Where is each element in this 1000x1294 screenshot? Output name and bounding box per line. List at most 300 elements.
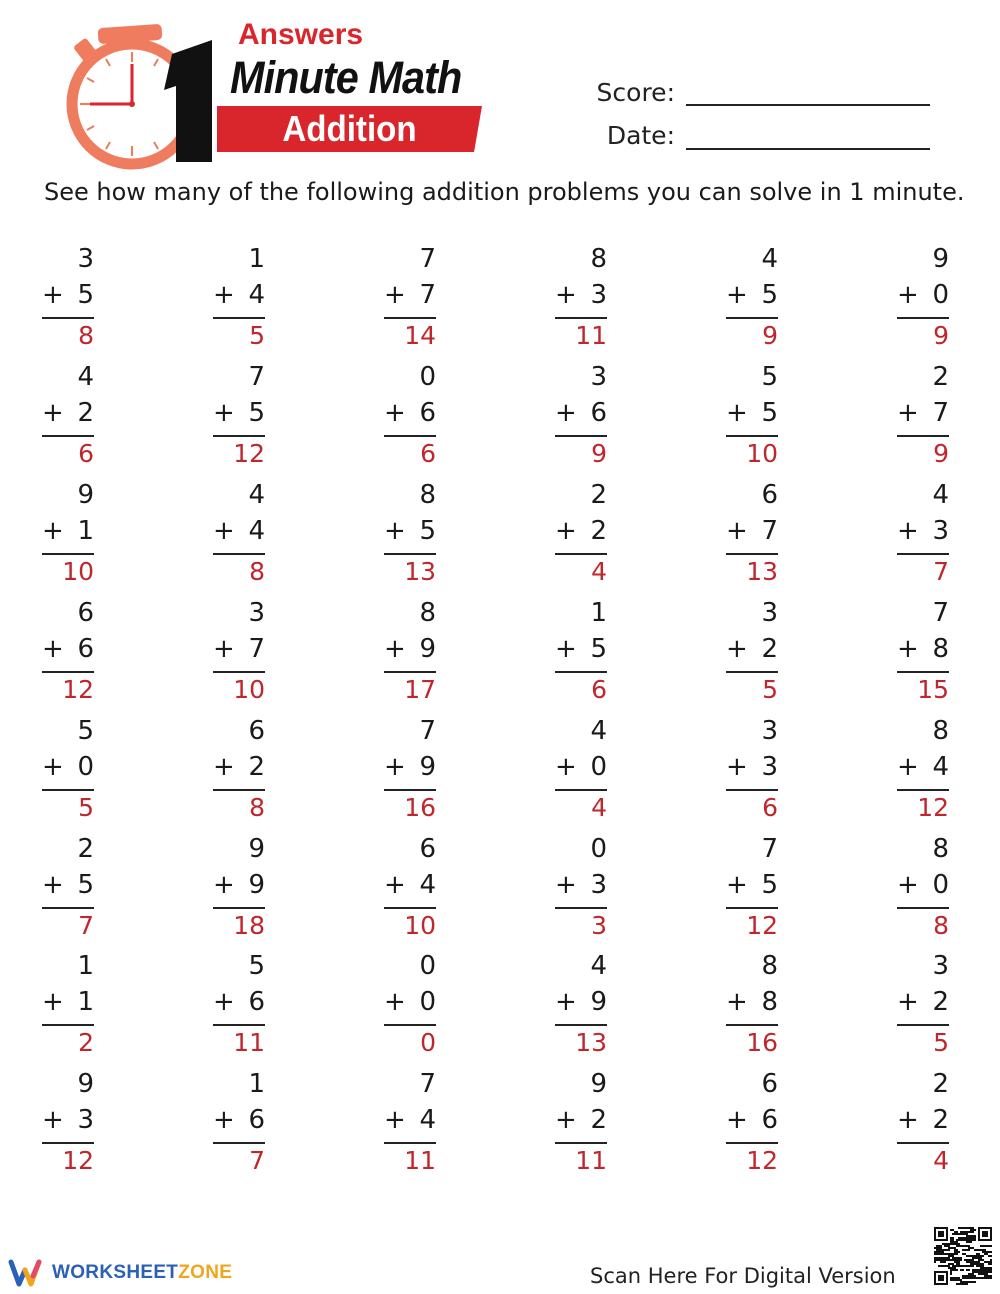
- first-addend: 4: [77, 362, 94, 392]
- first-addend: 7: [419, 244, 436, 274]
- plus-sign: +: [384, 280, 406, 310]
- addition-problem: [726, 716, 778, 826]
- second-addend: 0: [77, 752, 94, 782]
- answer-value: 5: [78, 793, 94, 822]
- second-addend: 0: [590, 752, 607, 782]
- first-addend: 3: [932, 951, 949, 981]
- worksheet-subtitle: Addition: [282, 108, 417, 149]
- stopwatch-icon: [60, 20, 230, 170]
- plus-sign: +: [726, 634, 748, 664]
- plus-sign: +: [42, 398, 64, 428]
- second-addend: 5: [77, 280, 94, 310]
- first-addend: 3: [761, 716, 778, 746]
- first-addend: 8: [932, 834, 949, 864]
- first-addend: 8: [932, 716, 949, 746]
- brand-name-part2: ZONE: [178, 1262, 233, 1283]
- second-addend: 3: [761, 752, 778, 782]
- first-addend: 3: [761, 598, 778, 628]
- sum-line: [555, 317, 607, 319]
- second-addend: 6: [419, 398, 436, 428]
- first-addend: 9: [77, 480, 94, 510]
- addition-problem: [384, 362, 436, 472]
- plus-sign: +: [555, 280, 577, 310]
- first-addend: 3: [77, 244, 94, 274]
- sum-line: [555, 789, 607, 791]
- first-addend: 4: [590, 716, 607, 746]
- first-addend: 6: [761, 1069, 778, 1099]
- sum-line: [384, 553, 436, 555]
- answer-value: 13: [746, 557, 778, 586]
- answer-value: 10: [404, 911, 436, 940]
- first-addend: 9: [77, 1069, 94, 1099]
- addition-problem: [384, 1069, 436, 1179]
- first-addend: 4: [248, 480, 265, 510]
- answer-value: 10: [62, 557, 94, 586]
- sum-line: [213, 1142, 265, 1144]
- answer-value: 17: [404, 675, 436, 704]
- first-addend: 5: [248, 951, 265, 981]
- sum-line: [897, 789, 949, 791]
- addition-problem: [555, 480, 607, 590]
- plus-sign: +: [897, 1105, 919, 1135]
- addition-problem: [42, 834, 94, 944]
- addition-problem: [897, 834, 949, 944]
- first-addend: 4: [761, 244, 778, 274]
- answer-value: 5: [249, 321, 265, 350]
- addition-problem: [897, 598, 949, 708]
- plus-sign: +: [42, 280, 64, 310]
- first-addend: 8: [761, 951, 778, 981]
- sum-line: [42, 907, 94, 909]
- addition-problem: [555, 716, 607, 826]
- plus-sign: +: [897, 752, 919, 782]
- addition-problem: [897, 1069, 949, 1179]
- sum-line: [42, 1024, 94, 1026]
- addition-problem: [384, 598, 436, 708]
- plus-sign: +: [897, 870, 919, 900]
- plus-sign: +: [555, 398, 577, 428]
- sum-line: [897, 671, 949, 673]
- first-addend: 2: [590, 480, 607, 510]
- answer-value: 6: [78, 439, 94, 468]
- addition-problem: [897, 362, 949, 472]
- sum-line: [726, 553, 778, 555]
- addition-problem: [897, 480, 949, 590]
- plus-sign: +: [555, 752, 577, 782]
- second-addend: 0: [932, 280, 949, 310]
- addition-problem: [384, 951, 436, 1061]
- second-addend: 3: [590, 870, 607, 900]
- addition-problem: [213, 598, 265, 708]
- addition-problem: [555, 951, 607, 1061]
- sum-line: [42, 789, 94, 791]
- sum-line: [384, 317, 436, 319]
- addition-problem: [213, 951, 265, 1061]
- date-label: Date:: [606, 121, 675, 150]
- first-addend: 7: [761, 834, 778, 864]
- second-addend: 2: [932, 1105, 949, 1135]
- first-addend: 2: [77, 834, 94, 864]
- sum-line: [384, 1024, 436, 1026]
- second-addend: 5: [248, 398, 265, 428]
- answer-value: 10: [746, 439, 778, 468]
- answer-value: 3: [591, 911, 607, 940]
- sum-line: [726, 435, 778, 437]
- answer-value: 8: [249, 557, 265, 586]
- addition-problem: [555, 598, 607, 708]
- answer-value: 8: [249, 793, 265, 822]
- second-addend: 7: [761, 516, 778, 546]
- plus-sign: +: [384, 398, 406, 428]
- sum-line: [42, 317, 94, 319]
- addition-problem: [555, 362, 607, 472]
- first-addend: 7: [932, 598, 949, 628]
- first-addend: 5: [761, 362, 778, 392]
- plus-sign: +: [384, 870, 406, 900]
- plus-sign: +: [42, 1105, 64, 1135]
- sum-line: [726, 671, 778, 673]
- plus-sign: +: [384, 752, 406, 782]
- answer-value: 11: [575, 1146, 607, 1175]
- second-addend: 0: [419, 987, 436, 1017]
- second-addend: 4: [248, 516, 265, 546]
- second-addend: 7: [248, 634, 265, 664]
- second-addend: 9: [419, 634, 436, 664]
- second-addend: 1: [77, 516, 94, 546]
- answer-value: 2: [78, 1028, 94, 1057]
- answer-value: 12: [62, 675, 94, 704]
- second-addend: 8: [761, 987, 778, 1017]
- brand-name-part1: WORKSHEET: [52, 1262, 179, 1283]
- score-label: Score:: [596, 78, 675, 107]
- worksheetzone-logo-icon: [8, 1258, 48, 1288]
- answer-value: 12: [746, 1146, 778, 1175]
- answer-value: 13: [404, 557, 436, 586]
- sum-line: [384, 789, 436, 791]
- plus-sign: +: [897, 398, 919, 428]
- sum-line: [555, 435, 607, 437]
- plus-sign: +: [213, 1105, 235, 1135]
- plus-sign: +: [897, 987, 919, 1017]
- first-addend: 8: [590, 244, 607, 274]
- first-addend: 0: [419, 951, 436, 981]
- plus-sign: +: [213, 752, 235, 782]
- second-addend: 6: [77, 634, 94, 664]
- second-addend: 2: [77, 398, 94, 428]
- plus-sign: +: [726, 987, 748, 1017]
- sum-line: [726, 1142, 778, 1144]
- plus-sign: +: [384, 516, 406, 546]
- answer-value: 5: [762, 675, 778, 704]
- second-addend: 6: [248, 1105, 265, 1135]
- answer-value: 9: [591, 439, 607, 468]
- plus-sign: +: [555, 516, 577, 546]
- addition-problem: [42, 480, 94, 590]
- answer-value: 12: [233, 439, 265, 468]
- answer-value: 11: [404, 1146, 436, 1175]
- addition-problem: [42, 716, 94, 826]
- plus-sign: +: [42, 752, 64, 782]
- answers-badge: Answers: [238, 18, 364, 51]
- sum-line: [384, 1142, 436, 1144]
- answer-value: 12: [62, 1146, 94, 1175]
- sum-line: [897, 553, 949, 555]
- plus-sign: +: [213, 398, 235, 428]
- second-addend: 4: [419, 1105, 436, 1135]
- second-addend: 7: [419, 280, 436, 310]
- first-addend: 7: [248, 362, 265, 392]
- answer-value: 7: [249, 1146, 265, 1175]
- second-addend: 4: [248, 280, 265, 310]
- second-addend: 7: [932, 398, 949, 428]
- first-addend: 8: [419, 480, 436, 510]
- answer-value: 5: [933, 1028, 949, 1057]
- worksheet-title: Minute Math: [230, 52, 462, 103]
- sum-line: [42, 671, 94, 673]
- first-addend: 3: [248, 598, 265, 628]
- plus-sign: +: [42, 516, 64, 546]
- plus-sign: +: [555, 987, 577, 1017]
- answer-value: 11: [233, 1028, 265, 1057]
- plus-sign: +: [726, 280, 748, 310]
- addition-problem: [726, 834, 778, 944]
- answer-value: 9: [933, 439, 949, 468]
- plus-sign: +: [42, 870, 64, 900]
- answer-value: 11: [575, 321, 607, 350]
- addition-problem: [384, 244, 436, 354]
- sum-line: [726, 1024, 778, 1026]
- sum-line: [726, 907, 778, 909]
- addition-problem: [555, 244, 607, 354]
- addition-problem: [42, 598, 94, 708]
- addition-problem: [897, 951, 949, 1061]
- addition-problem: [42, 1069, 94, 1179]
- second-addend: 9: [590, 987, 607, 1017]
- addition-problem: [42, 362, 94, 472]
- answer-value: 14: [404, 321, 436, 350]
- second-addend: 5: [419, 516, 436, 546]
- instructions-text: See how many of the following addition problems you can solve in 1 minute.: [44, 178, 965, 206]
- plus-sign: +: [555, 870, 577, 900]
- sum-line: [897, 435, 949, 437]
- answer-value: 6: [591, 675, 607, 704]
- answer-value: 6: [420, 439, 436, 468]
- first-addend: 1: [77, 951, 94, 981]
- sum-line: [384, 907, 436, 909]
- first-addend: 3: [590, 362, 607, 392]
- second-addend: 8: [932, 634, 949, 664]
- first-addend: 6: [761, 480, 778, 510]
- first-addend: 0: [590, 834, 607, 864]
- addition-problem: [555, 834, 607, 944]
- answer-value: 8: [78, 321, 94, 350]
- addition-problem: [726, 1069, 778, 1179]
- addition-problem: [42, 244, 94, 354]
- sum-line: [726, 317, 778, 319]
- plus-sign: +: [42, 634, 64, 664]
- plus-sign: +: [213, 516, 235, 546]
- sum-line: [726, 789, 778, 791]
- plus-sign: +: [42, 987, 64, 1017]
- plus-sign: +: [726, 398, 748, 428]
- answer-value: 9: [762, 321, 778, 350]
- first-addend: 1: [248, 1069, 265, 1099]
- first-addend: 6: [248, 716, 265, 746]
- plus-sign: +: [213, 280, 235, 310]
- sum-line: [555, 907, 607, 909]
- sum-line: [213, 435, 265, 437]
- plus-sign: +: [555, 1105, 577, 1135]
- second-addend: 5: [590, 634, 607, 664]
- sum-line: [213, 317, 265, 319]
- answer-value: 12: [917, 793, 949, 822]
- addition-problem: [897, 244, 949, 354]
- first-addend: 9: [590, 1069, 607, 1099]
- first-addend: 0: [419, 362, 436, 392]
- answer-value: 7: [933, 557, 949, 586]
- sum-line: [384, 435, 436, 437]
- answer-value: 4: [933, 1146, 949, 1175]
- addition-problem: [726, 480, 778, 590]
- second-addend: 9: [419, 752, 436, 782]
- plus-sign: +: [726, 1105, 748, 1135]
- plus-sign: +: [726, 870, 748, 900]
- sum-line: [213, 1024, 265, 1026]
- answer-value: 4: [591, 557, 607, 586]
- addition-problem: [726, 362, 778, 472]
- date-field[interactable]: [686, 148, 930, 150]
- answer-value: 13: [575, 1028, 607, 1057]
- sum-line: [897, 1142, 949, 1144]
- answer-value: 7: [78, 911, 94, 940]
- addition-problem: [726, 244, 778, 354]
- addition-problem: [384, 480, 436, 590]
- plus-sign: +: [384, 1105, 406, 1135]
- brand-name[interactable]: [52, 1262, 232, 1284]
- first-addend: 9: [932, 244, 949, 274]
- addition-problem: [384, 834, 436, 944]
- sum-line: [42, 1142, 94, 1144]
- addition-problem: [213, 244, 265, 354]
- addition-problem: [213, 716, 265, 826]
- answer-value: 6: [762, 793, 778, 822]
- first-addend: 4: [590, 951, 607, 981]
- plus-sign: +: [897, 516, 919, 546]
- addition-problem: [897, 716, 949, 826]
- answer-value: 12: [746, 911, 778, 940]
- plus-sign: +: [897, 634, 919, 664]
- answer-value: 0: [420, 1028, 436, 1057]
- second-addend: 0: [932, 870, 949, 900]
- first-addend: 6: [419, 834, 436, 864]
- second-addend: 3: [590, 280, 607, 310]
- second-addend: 5: [761, 398, 778, 428]
- second-addend: 4: [419, 870, 436, 900]
- sum-line: [213, 671, 265, 673]
- second-addend: 9: [248, 870, 265, 900]
- first-addend: 7: [419, 716, 436, 746]
- answer-value: 9: [933, 321, 949, 350]
- first-addend: 1: [248, 244, 265, 274]
- sum-line: [897, 317, 949, 319]
- first-addend: 6: [77, 598, 94, 628]
- answer-value: 16: [404, 793, 436, 822]
- addition-problem: [555, 1069, 607, 1179]
- plus-sign: +: [726, 516, 748, 546]
- addition-problem: [726, 951, 778, 1061]
- second-addend: 5: [77, 870, 94, 900]
- addition-problem: [726, 598, 778, 708]
- sum-line: [555, 1142, 607, 1144]
- addition-problem: [213, 480, 265, 590]
- second-addend: 2: [932, 987, 949, 1017]
- plus-sign: +: [213, 987, 235, 1017]
- first-addend: 2: [932, 1069, 949, 1099]
- answer-value: 15: [917, 675, 949, 704]
- answer-value: 10: [233, 675, 265, 704]
- first-addend: 5: [77, 716, 94, 746]
- plus-sign: +: [213, 870, 235, 900]
- first-addend: 8: [419, 598, 436, 628]
- sum-line: [555, 671, 607, 673]
- second-addend: 2: [761, 634, 778, 664]
- first-addend: 9: [248, 834, 265, 864]
- plus-sign: +: [555, 634, 577, 664]
- second-addend: 4: [932, 752, 949, 782]
- second-addend: 6: [248, 987, 265, 1017]
- score-field[interactable]: [686, 104, 930, 106]
- answer-value: 8: [933, 911, 949, 940]
- second-addend: 6: [590, 398, 607, 428]
- plus-sign: +: [726, 752, 748, 782]
- sum-line: [213, 789, 265, 791]
- first-addend: 2: [932, 362, 949, 392]
- second-addend: 6: [761, 1105, 778, 1135]
- second-addend: 2: [248, 752, 265, 782]
- addition-problem: [213, 834, 265, 944]
- first-addend: 7: [419, 1069, 436, 1099]
- answer-value: 16: [746, 1028, 778, 1057]
- qr-code-icon[interactable]: [934, 1227, 992, 1285]
- addition-problem: [384, 716, 436, 826]
- sum-line: [897, 1024, 949, 1026]
- plus-sign: +: [897, 280, 919, 310]
- addition-problem: [213, 1069, 265, 1179]
- sum-line: [213, 907, 265, 909]
- sum-line: [897, 907, 949, 909]
- first-addend: 1: [590, 598, 607, 628]
- second-addend: 3: [932, 516, 949, 546]
- plus-sign: +: [384, 987, 406, 1017]
- second-addend: 2: [590, 1105, 607, 1135]
- second-addend: 1: [77, 987, 94, 1017]
- sum-line: [42, 435, 94, 437]
- first-addend: 4: [932, 480, 949, 510]
- addition-problem: [213, 362, 265, 472]
- second-addend: 5: [761, 870, 778, 900]
- answer-value: 4: [591, 793, 607, 822]
- plus-sign: +: [213, 634, 235, 664]
- sum-line: [213, 553, 265, 555]
- scan-label: Scan Here For Digital Version: [590, 1264, 896, 1288]
- second-addend: 5: [761, 280, 778, 310]
- second-addend: 2: [590, 516, 607, 546]
- sum-line: [555, 1024, 607, 1026]
- sum-line: [384, 671, 436, 673]
- addition-problem: [42, 951, 94, 1061]
- sum-line: [42, 553, 94, 555]
- sum-line: [555, 553, 607, 555]
